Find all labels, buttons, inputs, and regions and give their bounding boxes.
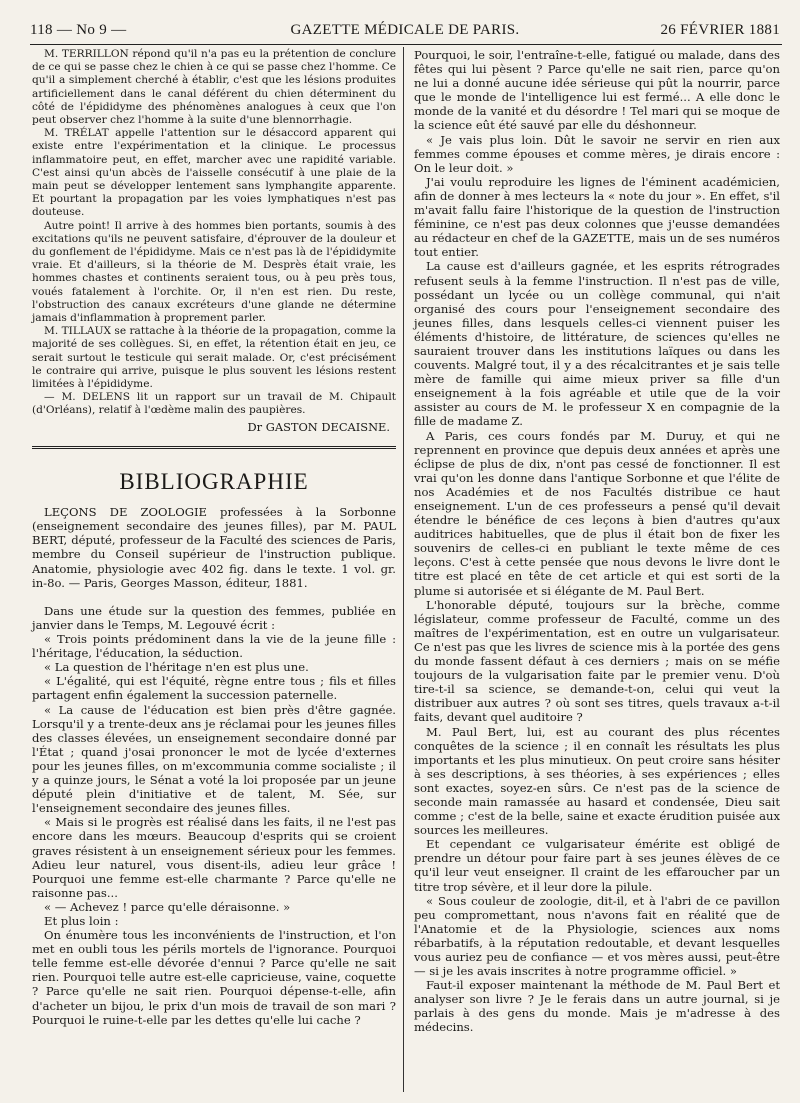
paragraph-vulgarisateur: Et cependant ce vulgarisateur émérite est obligé de prendre un détour pour faire part à ses jeunes élèves de ce qu'il leur veut enseigner. Il craint de les effaroucher par un titre trop sévère, et il leur dore la pilule.: [414, 837, 780, 894]
author-signature: Dr GASTON DECAISNE.: [247, 419, 390, 434]
page-header: [30, 20, 780, 44]
journal-title: GAZETTE MÉDICALE DE PARIS.: [290, 22, 520, 38]
page-number: 118 — No 9 —: [30, 22, 127, 38]
paragraph-inconvenients: On énumère tous les inconvénients de l'instruction, et l'on met en oubli tous les périls mortels de l'ignorance. Pourquoi telle femme est-elle dévorée d'ennui ? Parce qu'elle ne sait rien. Pourquoi telle autre est-elle capricieuse, vaine, coquette ? Parce qu'elle ne sait rien. Pourquoi dépense-t-elle, afin d'acheter un bijou, le prix d'un mois de travail de son mari ? Pourquoi le ruine-t-elle par les dettes qu'elle lui cache ?: [32, 928, 396, 1027]
paragraph-reproduire: J'ai voulu reproduire les lignes de l'éminent académicien, afin de donner à mes lecteurs la « note du jour ». En effet, s'il m'avait fallu faire l'historique de la question de l'instruction féminine, ce n'est pas deux colonnes que j'eusse demandées au rédacteur en chef de la GAZETTE, mais un de ses numéros tout entier.: [414, 174, 780, 260]
right-column: [414, 48, 780, 1035]
quote-trois-points: « Trois points prédominent dans la vie de la jeune fille : l'héritage, l'éducation, la séduction.: [32, 632, 396, 661]
paragraph-a-paris: A Paris, ces cours fondés par M. Duruy, et qui ne reprennent en province que depuis deux années et après une éclipse de plus de dix, n'ont pas cessé de fonctionner. Il est vrai qu'on les donne dans l'antique Sorbonne et que l'élite de nos Académies et de nos Facultés distribue ce haut enseignement. L'un de ces professeurs a pensé qu'il devait étendre le bénéfice de ces leçons à bien d'autres qu'aux auditrices habituelles, que de plus il était bon de fixer les souvenirs de celles-ci en publiant le texte même de ces leçons. C'est à cette pensée que nous devons le livre dont le titre est placé en tête de cet article et qui est sorti de la plume si autorisée et si élégante de M. Paul Bert.: [414, 428, 780, 598]
quote-sous-couleur: « Sous couleur de zoologie, dit-il, et à l'abri de ce pavillon peu compromettant, nous n'avons fait en réalité que de l'Anatomie et de la Physiologie, sciences aux noms rébarbatifs, à la réputation redoutable, et devant lesquelles vous auriez peu de confiance — et vos mères aussi, peut-être — si je les avais inscrites à notre programme officiel. »: [414, 893, 780, 979]
left-column: [32, 48, 396, 1027]
paragraph-tillaux: M. TILLAUX se rattache à la théorie de la propagation, comme la majorité de ses collègues. Si, en effet, la rétention était en jeu, ce serait surtout le testicule qui serait malade. Or, c'est précisément le contraire qui arrive, puisque le plus souvent les lésions restent limitées à l'épididyme.: [32, 325, 396, 391]
paragraph-plus-loin: Et plus loin :: [44, 913, 119, 928]
paragraph-cause-gagnee: La cause est d'ailleurs gagnée, et les esprits rétrogrades refusent seuls à la femme l'instruction. Il n'est pas de ville, possédant un lycée ou un collège communal, qui n'ait organisé des cours pour l'enseignement secondaire des jeunes filles, dans lesquels celles-ci viennent puiser les éléments d'histoire, de littérature, de sciences qu'elles ne sauraient trouver dans les institutions laïques ou dans les couvents. Malgré tout, il y a des récalcitrantes et je sais telle mère de famille qui aime mieux priver sa fille d'un enseignement à la fois agréable et utile que de la voir assister au cours de M. le professeur X en compagnie de la fille de madame Z.: [414, 259, 780, 429]
quote-education: « La cause de l'éducation est bien près d'être gagnée. Lorsqu'il y a trente-deux ans je réclamai pour les jeunes filles des classes élevées, un enseignement secondaire donné par l'État ; quand j'osai prononcer le mot de lycée d'externes pour les jeunes filles, on m'excommunia comme socialiste ; il y a quinze jours, le Sénat a voté la loi proposée par un jeune député plein d'initiative et de talent, M. Sée, sur l'enseignement secondaire des jeunes filles.: [32, 702, 396, 816]
paragraph-terrillon: M. TERRILLON répond qu'il n'a pas eu la prétention de conclure de ce qui se passe chez le chien à ce qui se passe chez l'homme. Ce qu'il a simplement cherché à établir, c'est que les lésions produites artificiellement dans le canal déférent du chien déterminent du côté de l'épididyme des phénomènes analogues à ceux que l'on peut observer chez l'homme à la suite d'une blennorrhagie.: [32, 48, 396, 127]
paragraph-intro: Dans une étude sur la question des femmes, publiée en janvier dans le Temps, M. Legouvé écrit :: [32, 603, 396, 632]
quote-achevez: « — Achevez ! parce qu'elle déraisonne. »: [44, 899, 291, 914]
issue-date: 26 FÉVRIER 1881: [660, 22, 780, 38]
quote-egalite: « L'égalité, qui est l'équité, règne entre tous ; fils et filles partagent enfin également la succession paternelle.: [32, 674, 396, 703]
section-title-bibliographie: BIBLIOGRAPHIE: [119, 468, 309, 494]
section-separator: [32, 446, 396, 449]
paragraph-faut-il: Faut-il exposer maintenant la méthode de M. Paul Bert et analyser son livre ? Je le ferais dans un autre journal, si je parlais à des gens du monde. Mais je m'adresse à des médecins.: [414, 978, 780, 1035]
paragraph-honorable-depute: L'honorable député, toujours sur la brèche, comme législateur, comme professeur de Faculté, comme un des maîtres de l'expérimentation, est en outre un vulgarisateur. Ce n'est pas que les livres de science mis à la portée des gens du monde fassent défaut à ces derniers ; mais on se méfie toujours de la vulgarisation faite par le premier venu. D'où tire-t-il sa science, se demande-t-on, celui qui veut la distribuer aux autres ? où sont ses titres, quels travaux a-t-il faits, devant quel auditoire ?: [414, 597, 780, 725]
quote-je-vais-plus-loin: « Je vais plus loin. Dût le savoir ne servir en rien aux femmes comme épouses et comme mères, je dirais encore : On le leur doit. »: [414, 132, 780, 175]
column-divider: [403, 47, 404, 1092]
quote-heritage: « La question de l'héritage n'en est plus une.: [44, 660, 309, 675]
paragraph-autre-point: Autre point! Il arrive à des hommes bien portants, soumis à des excitations qu'ils ne peuvent satisfaire, d'éprouver de la douleur et du gonflement de l'épididyme. Mais ce n'est pas là de l'épididymite vraie. Et d'ailleurs, si la théorie de M. Desprès était vraie, les hommes chastes et continents seraient tous, ou à peu près tous, voués fatalement à l'orchite. Or, il n'en est rien. Du reste, l'obstruction des canaux excréteurs d'une glande ne détermine jamais d'inflammation à proprement parler.: [32, 219, 396, 325]
paragraph-continuation: Pourquoi, le soir, l'entraîne-t-elle, fatigué ou malade, dans des fêtes qui lui pèsent ? Parce qu'elle ne sait rien, parce qu'on ne lui a donné aucune idée sérieuse qui pût la nourrir, parce que le monde de l'intelligence lui est fermé... A elle donc le monde de la vanité et du désordre ! Tel mari qui se moque de la science eût été sauvé par elle du déshonneur.: [414, 48, 780, 133]
book-reference: LEÇONS DE ZOOLOGIE professées à la Sorbonne (enseignement secondaire des jeunes filles), par M. PAUL BERT, député, professeur de la Faculté des sciences de Paris, membre du Conseil supérieur de l'instruction publique. Anatomie, physiologie avec 402 fig. dans le texte. 1 vol. gr. in-8o. — Paris, Georges Masson, éditeur, 1881.: [32, 504, 396, 590]
header-rule: [30, 44, 782, 45]
paragraph-trelat: M. TRÉLAT appelle l'attention sur le désaccord apparent qui existe entre l'expérimentation et la clinique. Le processus inflammatoire peut, en effet, marcher avec une rapidité variable. C'est ainsi qu'un abcès de l'aisselle consécutif à une plaie de la main peut se développer lentement sans lymphangite apparente. Et pourtant la propagation par les voies lymphatiques n'est pas douteuse.: [32, 127, 396, 219]
paragraph-delens: — M. DELENS lit un rapport sur un travail de M. Chipault (d'Orléans), relatif à l'œdème malin des paupières.: [32, 391, 396, 417]
quote-progres: « Mais si le progrès est réalisé dans les faits, il ne l'est pas encore dans les mœurs. Beaucoup d'esprits qui se croient graves résistent à un enseignement sérieux pour les femmes. Adieu leur naturel, vous disent-ils, adieu leur grâce ! Pourquoi une femme est-elle charmante ? Parce qu'elle ne raisonne pas...: [32, 815, 396, 900]
paragraph-paul-bert: M. Paul Bert, lui, est au courant des plus récentes conquêtes de la science ; il en connaît les résultats les plus importants et les plus minutieux. On peut croire sans hésiter à ses descriptions, à ses théories, à ses expériences ; elles sont exactes, soyez-en sûrs. Ce n'est pas de la science de seconde main ramassée au hasard et condensée, Dieu sait comme ; c'est de la belle, saine et exacte érudition puisée aux sources les meilleures.: [414, 724, 780, 838]
